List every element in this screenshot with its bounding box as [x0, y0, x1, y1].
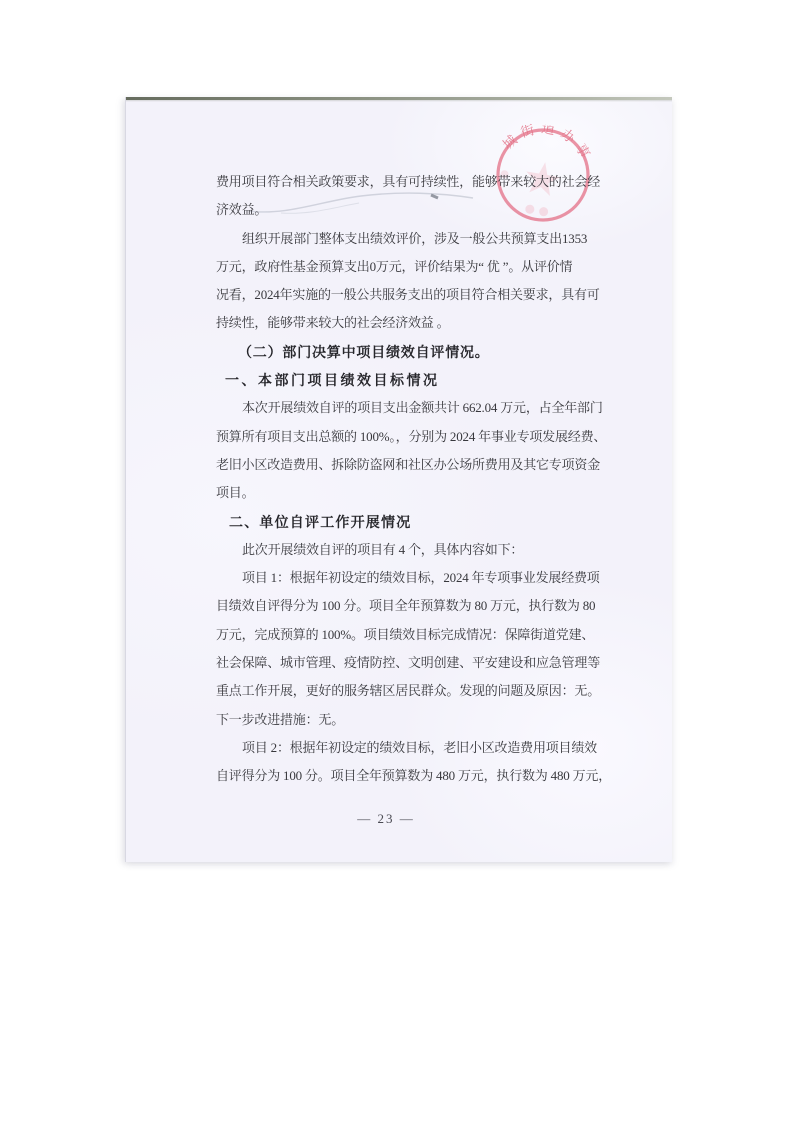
- text-line: 持续性，能够带来较大的社会经济效益 。: [216, 315, 450, 331]
- section-heading: 一、本部门项目绩效目标情况: [225, 372, 440, 389]
- text-line: 重点工作开展，更好的服务辖区居民群众。发现的问题及原因：无。: [216, 683, 601, 699]
- svg-text:城街道办事: [498, 117, 601, 167]
- text-line: 费用项目符合相关政策要求，具有可持续性，能够带来较大的社会经: [216, 174, 601, 189]
- text-line: 预算所有项目支出总额的 100%。，分别为 2024 年事业专项发展经费、: [216, 428, 607, 444]
- text-line: 万元，完成预算的 100%。项目绩效目标完成情况：保障街道党建、: [216, 626, 595, 642]
- text-line: 本次开展绩效自评的项目支出金额共计 662.04 万元，占全年部门: [242, 400, 603, 416]
- text-line: 此次开展绩效自评的项目有 4 个，具体内容如下：: [242, 541, 524, 557]
- text-line: 况看，2024年实施的一般公共服务支出的项目符合相关要求，具有可: [216, 287, 600, 303]
- text-line: 自评得分为 100 分。项目全年预算数为 480 万元，执行数为 480 万元，: [216, 768, 612, 784]
- section-heading: 二、单位自评工作开展情况: [229, 513, 412, 530]
- page-top-edge: [126, 97, 672, 100]
- text-line: 万元，政府性基金预算支出0万元，评价结果为“ 优 ”。从评价情: [216, 258, 573, 274]
- page-number: — 23 —: [357, 811, 415, 826]
- document-text: [216, 168, 612, 791]
- text-line: 下一步改进措施：无。: [216, 711, 345, 727]
- text-line: 老旧小区改造费用、拆除防盗网和社区办公场所费用及其它专项资金: [216, 456, 601, 472]
- text-line: 组织开展部门整体支出绩效评价，涉及一般公共预算支出1353: [242, 230, 588, 246]
- document-page: [125, 97, 672, 862]
- text-line: 项目 2：根据年初设定的绩效目标，老旧小区改造费用项目绩效: [242, 739, 597, 755]
- text-line: 社会保障、城市管理、疫情防控、文明创建、平安建设和应急管理等: [216, 655, 601, 671]
- seal-arc-text: 城街道办事: [499, 120, 596, 166]
- text-line: 济效益。: [216, 202, 268, 218]
- text-line: 目绩效自评得分为 100 分。项目全年预算数为 80 万元，执行数为 80: [216, 598, 596, 614]
- section-heading: （二）部门决算中项目绩效自评情况。: [238, 343, 490, 360]
- text-line: 项目 1：根据年初设定的绩效目标，2024 年专项事业发展经费项: [242, 570, 600, 586]
- text-line: 项目。: [216, 485, 255, 501]
